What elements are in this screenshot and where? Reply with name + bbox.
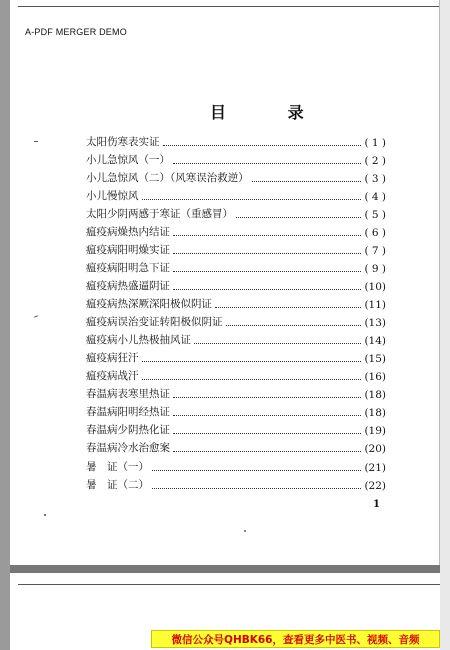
toc-leader-dots: [142, 360, 362, 362]
toc-entry: [86, 387, 386, 401]
toc-entry-label: 小儿慢惊风: [86, 190, 139, 202]
toc-entry-label: 春温病阳明经热证: [86, 406, 170, 418]
toc-entry-label: 暑 证（二）: [86, 479, 149, 491]
toc-entry-page: (20): [364, 443, 386, 455]
toc-leader-dots: [142, 378, 362, 380]
toc-entry-label: 瘟疫病误治变证转阳极似阴证: [86, 316, 223, 328]
toc-entry-page: (10): [364, 281, 386, 293]
toc-entry-label: 春温病冷水治愈案: [86, 442, 170, 454]
toc-entry-label: 瘟疫病狂汗: [86, 352, 139, 364]
toc-entry-page: ( 9 ): [364, 263, 386, 275]
toc-entry: [86, 153, 386, 167]
toc-entry-label: 瘟疫病战汗: [86, 370, 139, 382]
toc-entry-page: (22): [364, 480, 386, 492]
toc-title: 目 录: [210, 103, 332, 122]
toc-leader-dots: [173, 288, 361, 290]
toc-entry: [86, 441, 386, 455]
next-page-top-rule: [18, 584, 440, 585]
toc-leader-dots: [215, 306, 361, 308]
viewer-right-scrollbar[interactable]: [439, 0, 450, 650]
toc-entry-page: ( 6 ): [364, 227, 386, 239]
toc-leader-dots: [173, 396, 361, 398]
toc-entry-page: (21): [364, 462, 386, 474]
toc-leader-dots: [226, 324, 362, 326]
toc-entry: [86, 460, 386, 474]
toc-entry: [86, 207, 386, 221]
toc-entry-page: (16): [364, 371, 386, 383]
toc-leader-dots: [142, 198, 362, 200]
toc-leader-dots: [173, 252, 361, 254]
toc-entry: [86, 478, 386, 492]
toc-entry: [86, 315, 386, 329]
toc-entry-label: 瘟疫病阳明燥实证: [86, 244, 170, 256]
toc-entry: [86, 333, 386, 347]
toc-entry: [86, 405, 386, 419]
scan-speck: [34, 141, 38, 142]
viewer-left-margin: [0, 0, 10, 650]
toc-leader-dots: [173, 414, 361, 416]
toc-leader-dots: [173, 234, 361, 236]
toc-entry-page: ( 1 ): [364, 137, 386, 149]
toc-entry: [86, 423, 386, 437]
toc-entry: [86, 189, 386, 203]
toc-leader-dots: [173, 432, 361, 434]
toc-entry-page: (13): [364, 317, 386, 329]
toc-leader-dots: [252, 180, 362, 182]
toc-entry-label: 小儿急惊风（二）（风寒误治救逆）: [86, 172, 249, 184]
toc-entry: [86, 135, 386, 149]
scan-speck: [244, 530, 246, 532]
toc-leader-dots: [173, 270, 361, 272]
toc-entry-label: 瘟疫病热盛逼阴证: [86, 280, 170, 292]
promo-banner: 微信公众号QHBK66，查看更多中医书、视频、音频: [151, 630, 440, 648]
toc-leader-dots: [236, 216, 361, 218]
toc-entry-label: 瘟疫病阳明急下证: [86, 262, 170, 274]
toc-entry-page: ( 7 ): [364, 245, 386, 257]
scan-speck: [44, 514, 46, 516]
toc-entry: [86, 225, 386, 239]
toc-entry: [86, 279, 386, 293]
toc-entry-page: (18): [364, 389, 386, 401]
toc-entry-page: (11): [364, 299, 386, 311]
toc-entry-page: (14): [364, 335, 386, 347]
toc-entry-label: 暑 证（一）: [86, 461, 149, 473]
toc-entry-page: (19): [364, 425, 386, 437]
toc-entry-page: (18): [364, 407, 386, 419]
toc-entry-label: 春温病少阴热化证: [86, 424, 170, 436]
toc-entry-label: 瘟疫病燥热内结证: [86, 226, 170, 238]
toc-entry: [86, 351, 386, 365]
toc-entry: [86, 297, 386, 311]
toc-entry-page: ( 3 ): [364, 173, 386, 185]
toc-leader-dots: [152, 469, 361, 471]
toc-entry: [86, 369, 386, 383]
toc-entry-label: 瘟疫病热深厥深阳极似阴证: [86, 298, 212, 310]
toc-entry-page: (15): [364, 353, 386, 365]
toc-entry-page: ( 4 ): [364, 191, 386, 203]
toc-entry-page: ( 5 ): [364, 209, 386, 221]
toc-entry: [86, 243, 386, 257]
toc-entry: [86, 171, 386, 185]
toc-entry-label: 小儿急惊风（一）: [86, 154, 170, 166]
toc-entry-label: 太阳少阴两感于寒证（重感冒）: [86, 208, 233, 220]
toc-leader-dots: [152, 487, 361, 489]
demo-watermark-label: A-PDF MERGER DEMO: [25, 27, 127, 37]
page-gap: [10, 565, 440, 573]
page-top-rule: [18, 6, 440, 7]
toc-leader-dots: [173, 450, 361, 452]
toc-entry: [86, 261, 386, 275]
toc-leader-dots: [163, 144, 362, 146]
toc-entry-label: 瘟疫病小儿热极抽风证: [86, 334, 191, 346]
toc-leader-dots: [173, 162, 361, 164]
toc-entry-page: ( 2 ): [364, 155, 386, 167]
page-number: 1: [373, 499, 380, 510]
toc-leader-dots: [194, 342, 361, 344]
toc-entry-label: 春温病表寒里热证: [86, 388, 170, 400]
toc-entry-label: 太阳伤寒表实证: [86, 136, 160, 148]
